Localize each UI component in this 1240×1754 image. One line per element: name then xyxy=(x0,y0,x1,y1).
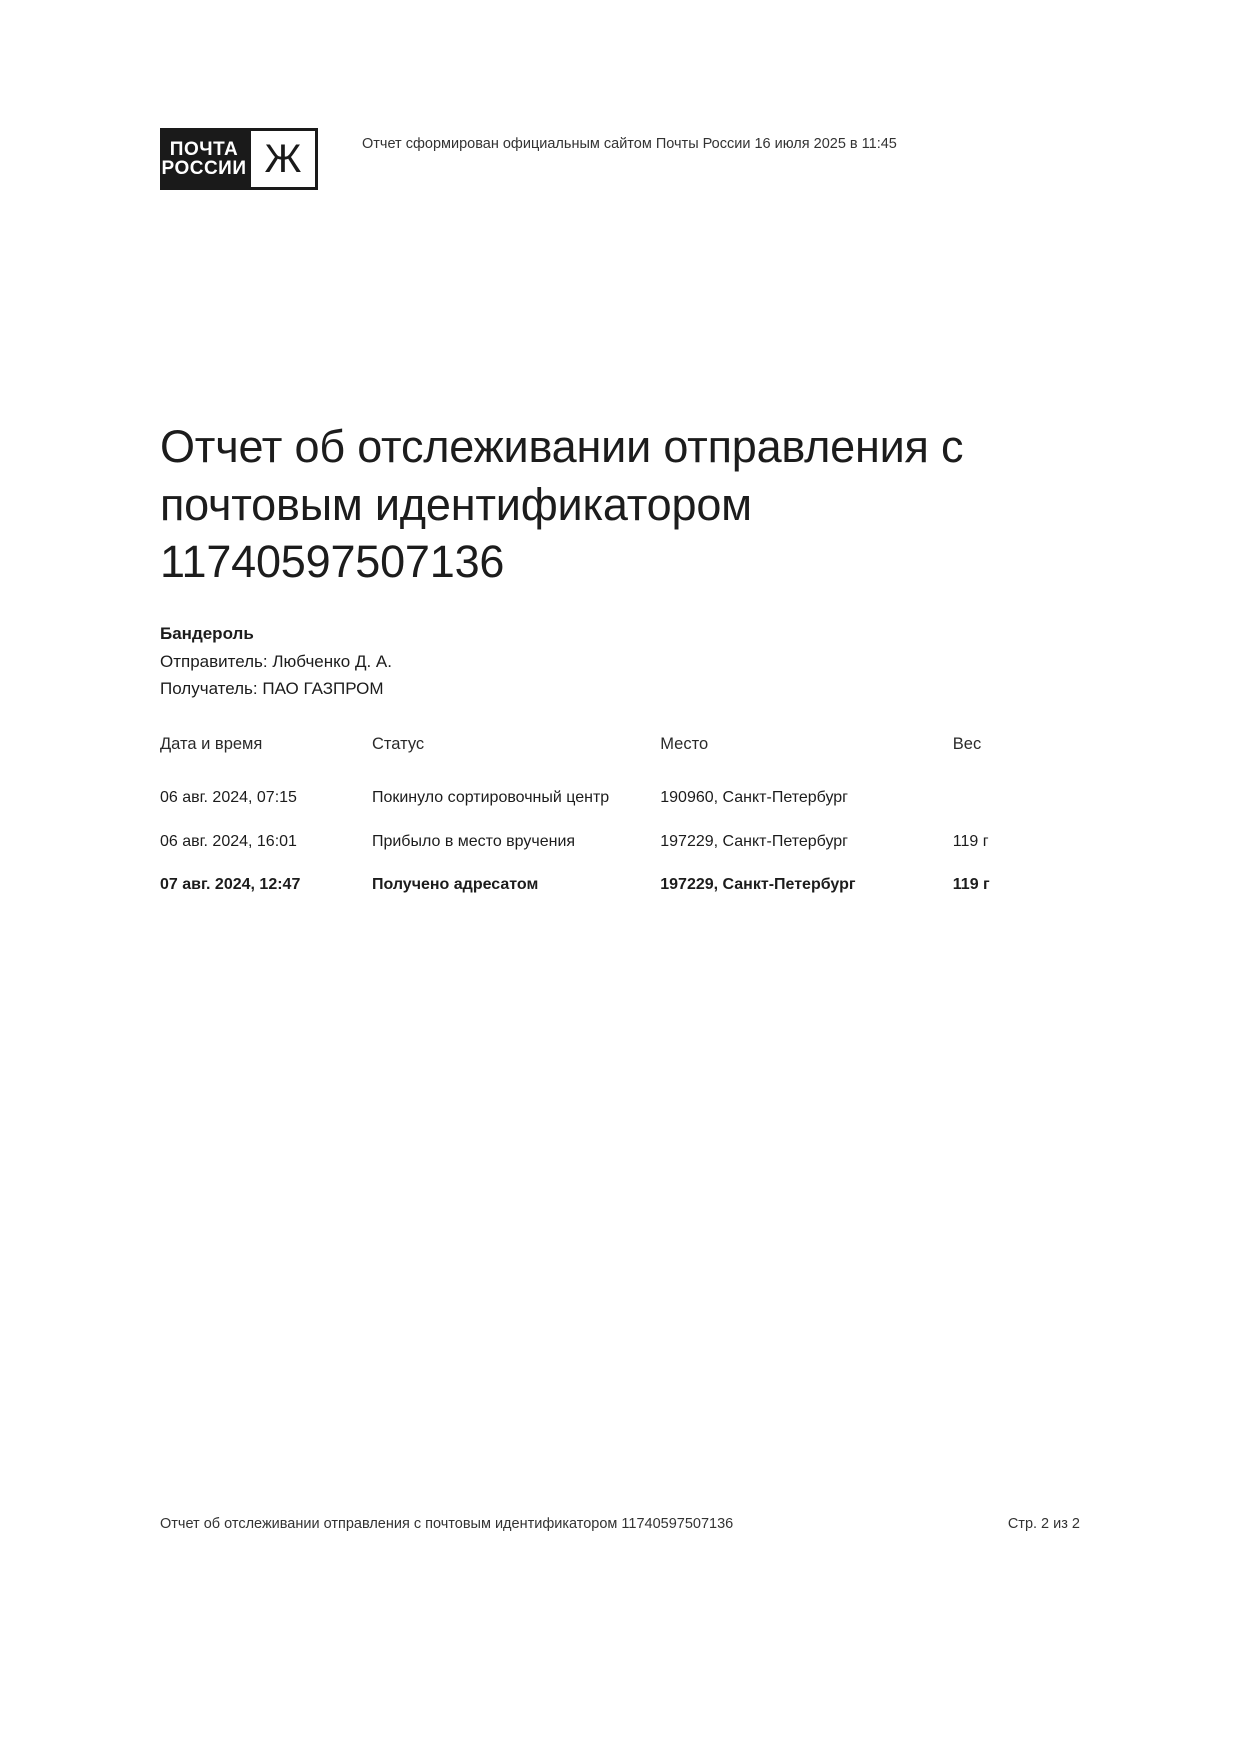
shipment-info xyxy=(160,620,392,703)
pochta-rossii-logo xyxy=(160,128,318,190)
logo-wordmark-line1: ПОЧТА xyxy=(169,138,239,160)
cell-status: Получено адресатом xyxy=(371,876,539,894)
cell-weight: 119 г xyxy=(952,832,989,850)
footer-document-title: Отчет об отслеживании отправления с почтовым идентификатором 11740597507136 xyxy=(160,1516,734,1532)
cell-place: 197229, Санкт-Петербург xyxy=(660,876,856,894)
double-headed-eagle-icon: Ж xyxy=(264,137,302,181)
column-header-status: Статус xyxy=(371,735,425,753)
cell-date: 07 авг. 2024, 12:47 xyxy=(160,876,301,894)
table-row xyxy=(160,820,1080,864)
shipment-recipient: Получатель: ПАО ГАЗПРОМ xyxy=(160,679,384,699)
cell-place: 190960, Санкт-Петербург xyxy=(660,789,849,806)
page-title: Отчет об отслеживании отправления с почтовым идентификатором 11740597507136 xyxy=(160,421,964,588)
cell-weight: 119 г xyxy=(952,876,990,894)
logo-wordmark-line2: РОССИИ xyxy=(161,158,247,179)
column-header-date: Дата и время xyxy=(160,735,263,753)
shipment-type: Бандероль xyxy=(160,624,254,643)
table-header-row xyxy=(160,735,1080,776)
table-row xyxy=(160,776,1080,820)
cell-place: 197229, Санкт-Петербург xyxy=(660,832,849,850)
table-row xyxy=(160,863,1080,907)
report-generated-text: Отчет сформирован официальным сайтом Почты России 16 июля 2025 в 11:45 xyxy=(362,136,897,152)
cell-weight xyxy=(953,776,1080,820)
column-header-place: Место xyxy=(660,735,709,753)
shipment-sender: Отправитель: Любченко Д. А. xyxy=(160,651,392,671)
cell-date: 06 авг. 2024, 07:15 xyxy=(160,789,297,806)
logo-wordmark xyxy=(160,128,248,190)
document-footer xyxy=(160,1516,1080,1532)
cell-date: 06 авг. 2024, 16:01 xyxy=(160,832,297,850)
column-header-weight: Вес xyxy=(952,735,982,753)
footer-page-number: Стр. 2 из 2 xyxy=(1007,1516,1080,1532)
tracking-table xyxy=(160,735,1080,907)
cell-status: Прибыло в место вручения xyxy=(371,832,576,850)
logo-emblem-box xyxy=(248,128,318,190)
cell-status: Покинуло сортировочный центр xyxy=(371,789,610,806)
document-header xyxy=(160,128,1080,190)
